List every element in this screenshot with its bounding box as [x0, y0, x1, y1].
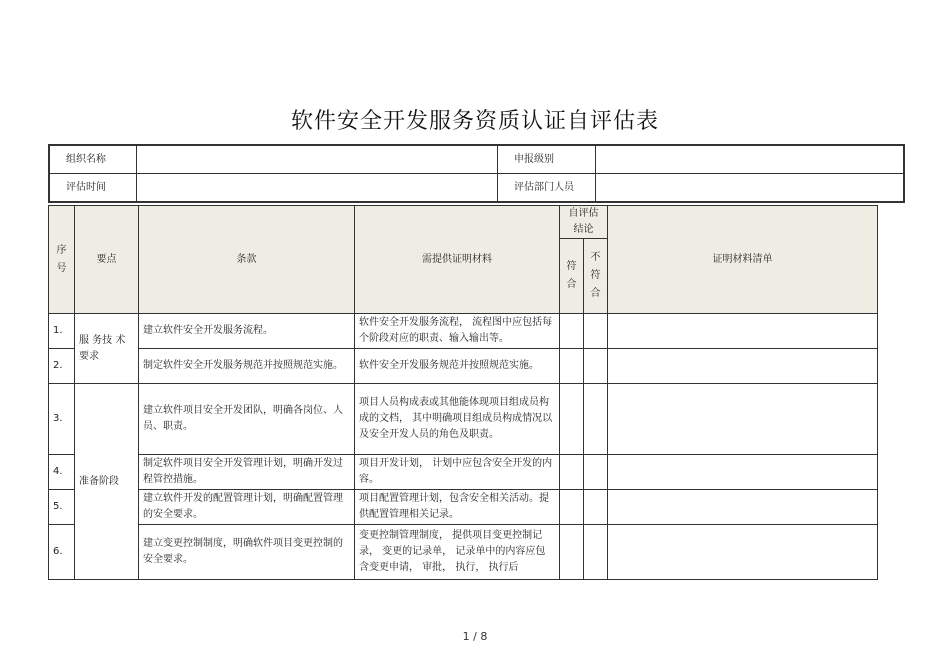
- group-label-service-requirements: 服 务技 术要求: [75, 314, 139, 384]
- evidence-cell[interactable]: [608, 525, 878, 580]
- header-evidence: 证明材料清单: [608, 206, 878, 314]
- self-evaluation-table: [48, 205, 878, 580]
- row-number: 3.: [49, 384, 75, 455]
- org-name-label: 组织名称: [49, 145, 137, 174]
- nonconform-cell[interactable]: [584, 525, 608, 580]
- header-conform: 符合: [560, 239, 584, 314]
- table-row: [49, 455, 878, 490]
- header-point: 要点: [75, 206, 139, 314]
- conform-cell[interactable]: [560, 349, 584, 384]
- row-number: 2.: [49, 349, 75, 384]
- page-number: 1 / 8: [462, 630, 488, 643]
- header-seq: 序号: [49, 206, 75, 314]
- table-row: [49, 349, 878, 384]
- info-table: [48, 144, 905, 203]
- evidence-cell[interactable]: [608, 490, 878, 525]
- eval-time-label: 评估时间: [49, 174, 137, 203]
- evidence-cell[interactable]: [608, 314, 878, 349]
- nonconform-cell[interactable]: [584, 384, 608, 455]
- level-label: 申报级别: [498, 145, 596, 174]
- material-cell: 变更控制管理制度， 提供项目变更控制记录， 变更的记录单， 记录单中的内容应包含变更申请， 审批， 执行， 执行后: [355, 525, 560, 580]
- row-number: 5.: [49, 490, 75, 525]
- table-row: [49, 384, 878, 455]
- material-cell: 软件安全开发服务流程， 流程图中应包括每个阶段对应的职责、输入输出等。: [355, 314, 560, 349]
- row-number: 1.: [49, 314, 75, 349]
- clause-cell: 建立变更控制制度，明确软件项目变更控制的安全要求。: [139, 525, 355, 580]
- header-self-eval: 自评估结论: [560, 206, 608, 239]
- eval-dept-label: 评估部门人员: [498, 174, 596, 203]
- evidence-cell[interactable]: [608, 455, 878, 490]
- clause-cell: 制定软件项目安全开发管理计划，明确开发过程管控措施。: [139, 455, 355, 490]
- clause-cell: 建立软件开发的配置管理计划，明确配置管理的安全要求。: [139, 490, 355, 525]
- clause-cell: 建立软件安全开发服务流程。: [139, 314, 355, 349]
- level-field[interactable]: [596, 145, 905, 174]
- conform-cell[interactable]: [560, 314, 584, 349]
- nonconform-cell[interactable]: [584, 349, 608, 384]
- table-row: [49, 525, 878, 580]
- header-nonconform: 不符合: [584, 239, 608, 314]
- header-clause: 条款: [139, 206, 355, 314]
- table-row: [49, 490, 878, 525]
- nonconform-cell[interactable]: [584, 314, 608, 349]
- conform-cell[interactable]: [560, 384, 584, 455]
- conform-cell[interactable]: [560, 455, 584, 490]
- conform-cell[interactable]: [560, 490, 584, 525]
- header-material: 需提供证明材料: [355, 206, 560, 314]
- eval-dept-field[interactable]: [596, 174, 905, 203]
- group-label-preparation: 准备阶段: [75, 384, 139, 580]
- material-cell: 项目配置管理计划，包含安全相关活动。提供配置管理相关记录。: [355, 490, 560, 525]
- clause-cell: 制定软件安全开发服务规范并按照规范实施。: [139, 349, 355, 384]
- material-cell: 项目开发计划， 计划中应包含安全开发的内容。: [355, 455, 560, 490]
- evidence-cell[interactable]: [608, 384, 878, 455]
- material-cell: 项目人员构成表或其他能体现项目组成员构成的文档， 其中明确项目组成员构成情况以及安全开发人员的角色及职责。: [355, 384, 560, 455]
- nonconform-cell[interactable]: [584, 455, 608, 490]
- evidence-cell[interactable]: [608, 349, 878, 384]
- material-cell: 软件安全开发服务规范并按照规范实施。: [355, 349, 560, 384]
- clause-cell: 建立软件项目安全开发团队，明确各岗位、人员、职责。: [139, 384, 355, 455]
- nonconform-cell[interactable]: [584, 490, 608, 525]
- eval-time-field[interactable]: [137, 174, 498, 203]
- conform-cell[interactable]: [560, 525, 584, 580]
- page-title: 软件安全开发服务资质认证自评估表: [290, 109, 659, 134]
- table-row: [49, 314, 878, 349]
- row-number: 4.: [49, 455, 75, 490]
- org-name-field[interactable]: [137, 145, 498, 174]
- row-number: 6.: [49, 525, 75, 580]
